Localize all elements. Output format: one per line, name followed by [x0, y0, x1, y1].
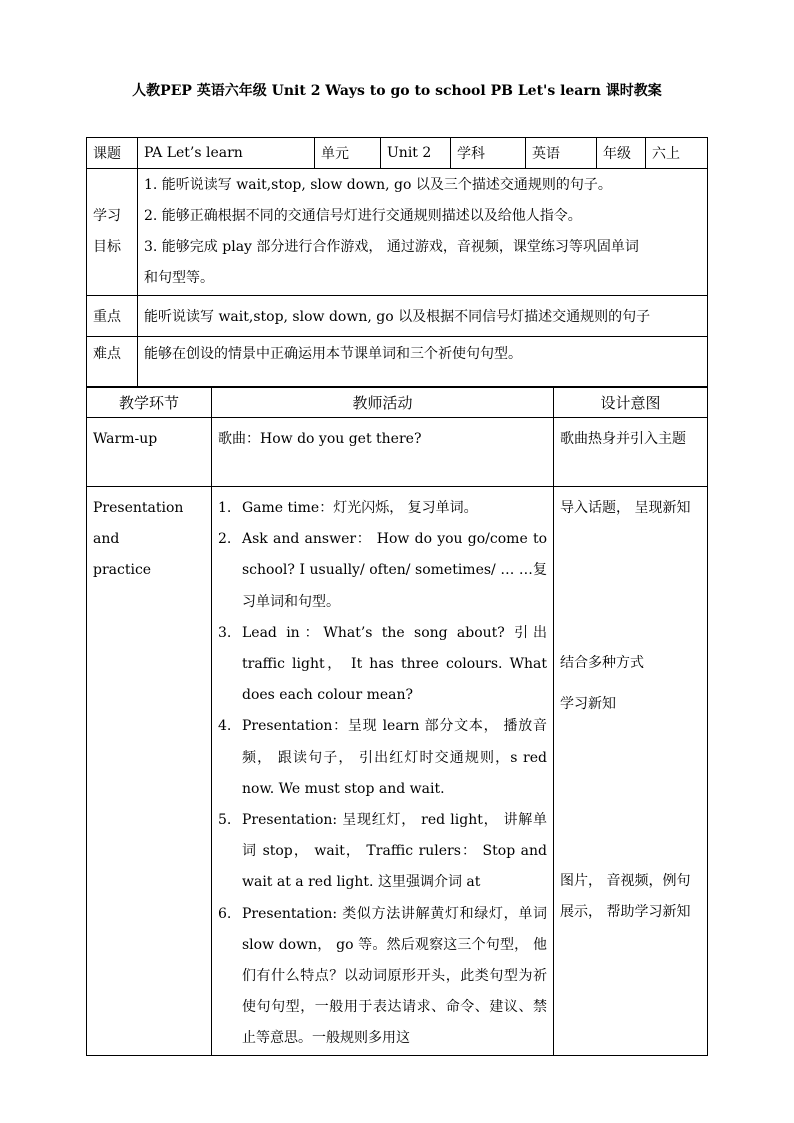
list-item-number: 4.	[218, 718, 232, 735]
list-item-text: Lead in：What’s the song about? 引出 traffic light， It has three colours. What does each colour mean?	[242, 624, 547, 704]
list-item	[218, 711, 547, 805]
topic-value: PA Let’s learn	[138, 138, 315, 169]
list-item	[218, 618, 547, 712]
unit-value: Unit 2	[381, 138, 451, 169]
goals-label-line-2: 目标	[93, 239, 121, 255]
list-item-number: 3.	[218, 624, 232, 641]
subject-value: 英语	[526, 138, 597, 169]
intent-media: 图片， 音视频，例句展示， 帮助学习新知	[560, 873, 691, 920]
column-header-teacher: 教师活动	[212, 387, 554, 418]
topic-label: 课题	[87, 138, 138, 169]
warmup-stage: Warm-up	[87, 418, 212, 487]
list-item-text: Game time：灯光闪烁， 复习单词。	[242, 500, 478, 516]
lesson-info-table	[86, 137, 708, 388]
list-item-number: 2.	[218, 531, 232, 548]
goals-label	[87, 169, 138, 296]
goals-label-line-1: 学习	[93, 208, 121, 224]
presentation-stage-line-2: practice	[93, 562, 152, 578]
document-title: 人教PEP 英语六年级 Unit 2 Ways to go to school PB Let's learn 课时教案	[132, 83, 662, 99]
list-item-number: 5.	[218, 812, 232, 829]
list-item-number: 6.	[218, 905, 232, 922]
warmup-intent: 歌曲热身并引入主题	[554, 418, 708, 487]
teaching-process-table	[86, 386, 708, 1056]
activity-list	[218, 493, 547, 1055]
grade-value: 六上	[646, 138, 708, 169]
list-item	[218, 805, 547, 899]
key-points-value: 能听说读写 wait,stop, slow down, go 以及根据不同信号灯描述交通规则的句子	[138, 296, 708, 337]
grade-label: 年级	[597, 138, 646, 169]
presentation-stage	[87, 487, 212, 1056]
list-item-text: Presentation: 呈现红灯， red light， 讲解单词 stop， wait， Traffic rulers： Stop and wait at a red light. 这里强调介词 at	[242, 812, 547, 891]
list-item	[218, 524, 547, 618]
list-item-text: Presentation: 类似方法讲解黄灯和绿灯，单词 slow down， go 等。然后观察这三个句型， 他们有什么特点？以动词原形开头，此类句型为祈使句句型，一般用于表达请求、命令、建议、禁止等意思。一般规则多用这	[242, 905, 547, 1047]
goal-line-3: 3. 能够完成 play 部分进行合作游戏， 通过游戏，音视频，课堂练习等巩固单词	[144, 239, 639, 255]
list-item-text: Ask and answer： How do you go/come to school? I usually/ often/ sometimes/ … …复习单词和句型。	[242, 531, 547, 610]
subject-label: 学科	[451, 138, 526, 169]
goal-line-2: 2. 能够正确根据不同的交通信号灯进行交通规则描述以及给他人指令。	[144, 208, 582, 224]
difficulty-label: 难点	[87, 337, 138, 388]
column-header-intent: 设计意图	[554, 387, 708, 418]
presentation-activities	[212, 487, 554, 1056]
goal-line-1: 1. 能听说读写 wait,stop, slow down, go 以及三个描述交通规则的句子。	[144, 177, 612, 193]
list-item	[218, 493, 547, 524]
list-item-text: Presentation：呈现 learn 部分文本， 播放音频， 跟读句子， 引出红灯时交通规则，s red now. We must stop and wait.	[242, 718, 547, 797]
presentation-intent	[554, 487, 708, 1056]
column-header-stage: 教学环节	[87, 387, 212, 418]
list-item	[218, 899, 547, 1055]
presentation-stage-line-1: Presentation and	[93, 500, 184, 547]
key-points-label: 重点	[87, 296, 138, 337]
list-item-number: 1.	[218, 500, 232, 516]
warmup-activity: 歌曲：How do you get there?	[212, 418, 554, 487]
difficulty-value: 能够在创设的情景中正确运用本节课单词和三个祈使句句型。	[138, 337, 708, 388]
intent-introduce: 导入话题， 呈现新知	[560, 500, 691, 516]
intent-learn-new: 学习新知	[560, 696, 616, 712]
intent-multi-methods: 结合多种方式	[560, 655, 644, 671]
goals-content	[138, 169, 708, 296]
unit-label: 单元	[315, 138, 381, 169]
goal-line-4: 和句型等。	[144, 270, 214, 286]
